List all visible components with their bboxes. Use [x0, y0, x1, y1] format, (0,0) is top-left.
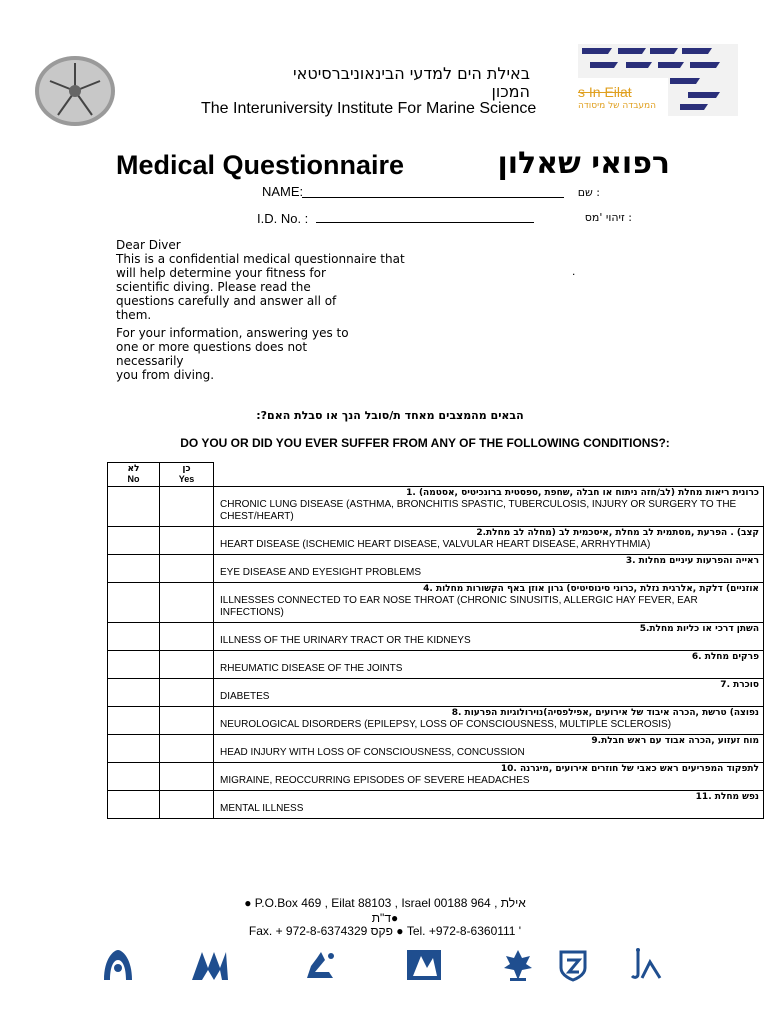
- table-header-row: [108, 463, 764, 487]
- partner-logo-1: [100, 948, 136, 990]
- col-header-yes-hebrew: כן: [182, 464, 191, 474]
- table-row: [108, 651, 764, 679]
- answer-yes-cell[interactable]: [160, 679, 214, 707]
- table-row: [108, 707, 764, 735]
- answer-no-cell[interactable]: [108, 707, 160, 735]
- condition-cell: [214, 707, 764, 735]
- institute-name-english: The Interuniversity Institute For Marine Science: [201, 100, 537, 117]
- answer-yes-cell[interactable]: [160, 623, 214, 651]
- stray-dot: .: [572, 264, 576, 278]
- partner-logo-6: [555, 948, 591, 990]
- condition-hebrew: מוח זעזוע ,הכרה אבוד עם ראש חבלת.9: [591, 736, 759, 746]
- table-row: [108, 555, 764, 583]
- condition-cell: [214, 735, 764, 763]
- footer-address: ● P.O.Box 469 , Eilat 88103 , Israel 00188 964 , אילת: [244, 896, 526, 910]
- intro-paragraph-1: Dear Diver This is a confidential medical questionnaire that will help determine your fitness for scientific diving. Please read the questions carefully and answer all of them.: [116, 238, 405, 322]
- condition-cell: [214, 651, 764, 679]
- condition-hebrew: לתפקוד המפריעים ראש כאבי של חוזרים אירועים ,מיגרנה .10: [500, 764, 759, 774]
- condition-english: EYE DISEASE AND EYESIGHT PROBLEMS: [220, 567, 421, 578]
- institute-logo-text-english: s In Eilat: [578, 84, 632, 100]
- answer-yes-cell[interactable]: [160, 583, 214, 623]
- condition-cell: [214, 583, 764, 623]
- condition-english: DIABETES: [220, 691, 270, 702]
- condition-hebrew: ראייה והפרעות עיניים מחלות .3: [625, 556, 759, 566]
- condition-english: ILLNESS OF THE URINARY TRACT OR THE KIDNEYS: [220, 635, 471, 646]
- condition-english: HEART DISEASE (ISCHEMIC HEART DISEASE, VALVULAR HEART DISEASE, ARRHYTHMIA): [220, 539, 651, 550]
- footer-contact: Fax. + 972-8-6374329 פקס ● Tel. +972-8-6360111 ': [248, 924, 522, 938]
- conditions-table: [107, 462, 764, 819]
- institute-name-hebrew-line2: המכון: [491, 82, 530, 101]
- partner-logo-3: [303, 948, 339, 990]
- condition-hebrew: נפש מחלת .11: [695, 792, 759, 802]
- condition-english: HEAD INJURY WITH LOSS OF CONSCIOUSNESS, CONCUSSION: [220, 747, 525, 758]
- page-title-english: Medical Questionnaire: [116, 150, 405, 180]
- condition-cell: [214, 555, 764, 583]
- table-row: [108, 487, 764, 527]
- answer-no-cell[interactable]: [108, 763, 160, 791]
- condition-hebrew: אוזניים) דלקת ,אלרגית נזלת ,כרוני סינוסיטיס) גרון אוזן באף הקשורות מחלות .4: [423, 584, 759, 594]
- name-input[interactable]: [302, 185, 564, 198]
- answer-no-cell[interactable]: [108, 583, 160, 623]
- condition-english: ILLNESSES CONNECTED TO EAR NOSE THROAT (CHRONIC SINUSITIS, ALLERGIC HAY FEVER, EAR INFECTIONS): [220, 595, 698, 618]
- question-english: DO YOU OR DID YOU EVER SUFFER FROM ANY OF THE FOLLOWING CONDITIONS?:: [180, 436, 670, 450]
- condition-hebrew: השתן דרכי או כליות מחלת.5: [639, 624, 759, 634]
- question-hebrew: הבאים מהמצבים מאחד ת/סובל הנך או סבלת האם?:: [256, 409, 524, 422]
- answer-yes-cell[interactable]: [160, 555, 214, 583]
- answer-no-cell[interactable]: [108, 555, 160, 583]
- institute-logo-text-hebrew: המעבדה של מיסודה: [578, 101, 657, 111]
- condition-hebrew: קצב) . הפרעת ,מסתמית לב מחלת ,איסכמית לב (מחלה לב מחלת.2: [476, 528, 759, 538]
- condition-cell: [214, 763, 764, 791]
- partner-logo-2: [190, 948, 230, 990]
- condition-cell: [214, 623, 764, 651]
- table-row: [108, 527, 764, 555]
- answer-yes-cell[interactable]: [160, 791, 214, 819]
- partner-logos: [0, 948, 770, 988]
- condition-english: CHRONIC LUNG DISEASE (ASTHMA, BRONCHITIS SPASTIC, TUBERCULOSIS, INJURY OR SURGERY TO THE CHEST/HEART): [220, 499, 737, 522]
- condition-hebrew: סוכרת .7: [720, 680, 759, 690]
- institute-name-hebrew-line1: באילת הים למדעי הבינאוניברסיטאי: [293, 64, 530, 83]
- col-header-condition: [214, 463, 764, 487]
- col-header-yes: [160, 463, 214, 487]
- answer-yes-cell[interactable]: [160, 651, 214, 679]
- name-label: NAME:: [262, 184, 304, 199]
- condition-hebrew: פרקים מחלת .6: [691, 652, 759, 662]
- id-input[interactable]: [316, 210, 534, 223]
- table-row: [108, 583, 764, 623]
- name-label-hebrew: : שם: [577, 186, 600, 199]
- partner-logo-5: [500, 948, 536, 990]
- condition-english: NEUROLOGICAL DISORDERS (EPILEPSY, LOSS OF CONSCIOUSNESS, MULTIPLE SCLEROSIS): [220, 719, 672, 730]
- condition-cell: [214, 527, 764, 555]
- table-row: [108, 763, 764, 791]
- answer-no-cell[interactable]: [108, 735, 160, 763]
- answer-no-cell[interactable]: [108, 679, 160, 707]
- col-header-no-english: No: [127, 474, 140, 484]
- answer-no-cell[interactable]: [108, 527, 160, 555]
- table-row: [108, 791, 764, 819]
- answer-no-cell[interactable]: [108, 791, 160, 819]
- intro-text: [116, 238, 446, 382]
- col-header-yes-english: Yes: [178, 474, 195, 484]
- partner-logo-7: [628, 948, 664, 990]
- condition-cell: [214, 791, 764, 819]
- answer-yes-cell[interactable]: [160, 707, 214, 735]
- footer-pobox-hebrew: ●ד"ת: [371, 911, 399, 925]
- partner-logo-4: [405, 948, 443, 990]
- condition-english: MIGRAINE, REOCCURRING EPISODES OF SEVERE HEADACHES: [220, 775, 530, 786]
- answer-no-cell[interactable]: [108, 623, 160, 651]
- condition-hebrew: נפוצה) טרשת ,הכרה איבוד של אירועים ,אפילפסיה)נוירולוגיות הפרעות .8: [451, 708, 759, 718]
- condition-english: MENTAL ILLNESS: [220, 803, 304, 814]
- answer-yes-cell[interactable]: [160, 487, 214, 527]
- col-header-no: [108, 463, 160, 487]
- table-row: [108, 735, 764, 763]
- condition-cell: [214, 679, 764, 707]
- answer-yes-cell[interactable]: [160, 527, 214, 555]
- answer-no-cell[interactable]: [108, 651, 160, 679]
- page-title-hebrew: רפואי שאלון: [497, 146, 670, 181]
- intro-paragraph-2: For your information, answering yes to one or more questions does not necessarily you from diving.: [116, 326, 349, 382]
- answer-no-cell[interactable]: [108, 487, 160, 527]
- table-row: [108, 623, 764, 651]
- condition-hebrew: כרונית ריאות מחלת (לב/חזה ניתוח או חבלה ,שחפת ,ספסטית ברונכיטיס ,אסטמה) .1: [406, 488, 759, 498]
- table-row: [108, 679, 764, 707]
- condition-cell: [214, 487, 764, 527]
- id-label: I.D. No. :: [257, 211, 309, 226]
- id-label-hebrew: : זיהוי 'מס: [584, 211, 632, 224]
- answer-yes-cell[interactable]: [160, 763, 214, 791]
- condition-english: RHEUMATIC DISEASE OF THE JOINTS: [220, 663, 403, 674]
- answer-yes-cell[interactable]: [160, 735, 214, 763]
- col-header-no-hebrew: לא: [127, 464, 140, 474]
- sand-dollar-logo: [34, 55, 116, 127]
